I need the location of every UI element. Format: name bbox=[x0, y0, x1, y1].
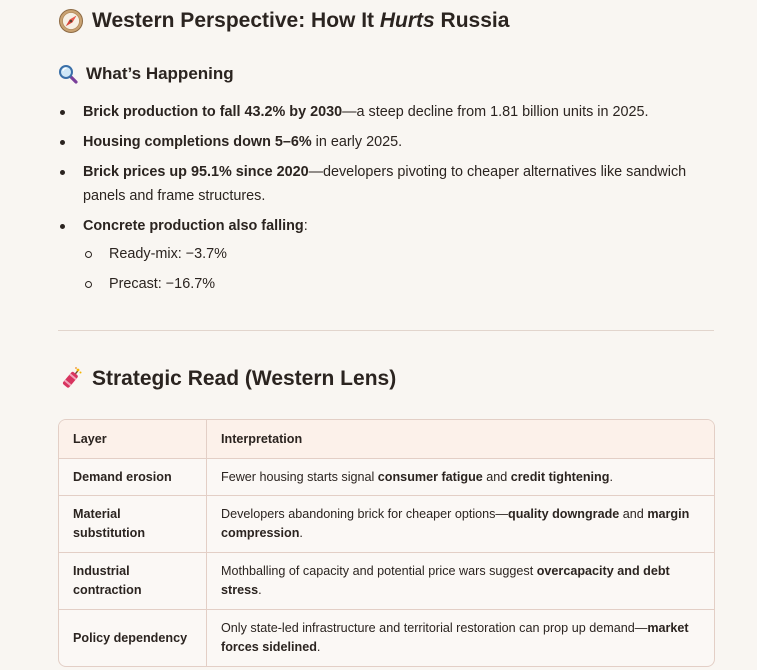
cell-bold: consumer fatigue bbox=[377, 469, 483, 484]
table-cell-layer: Industrial contraction bbox=[59, 553, 207, 609]
magnifier-icon bbox=[58, 64, 78, 84]
table-row bbox=[59, 458, 714, 495]
cell-text: and bbox=[619, 507, 648, 521]
section-title-pre: Western Perspective: How It bbox=[92, 9, 380, 32]
subheading-label: What’s Happening bbox=[86, 64, 234, 83]
section-title-post: Russia bbox=[434, 9, 510, 32]
bullet-bold: Housing completions down 5–6% bbox=[83, 134, 312, 150]
sub-list-item: Precast: −16.7% bbox=[83, 272, 714, 296]
cell-text: Fewer housing starts signal bbox=[221, 469, 378, 484]
bullet-text: : bbox=[303, 218, 308, 234]
table-cell-interpretation bbox=[207, 610, 714, 666]
bullet-bold: Brick prices up 95.1% since 2020 bbox=[83, 164, 309, 180]
table-header-cell: Layer bbox=[59, 420, 207, 458]
list-item bbox=[58, 160, 714, 208]
section-title-strategic-read bbox=[58, 366, 396, 392]
cell-text: . bbox=[316, 640, 321, 654]
cell-bold: overcapacity and debt stress bbox=[221, 564, 674, 597]
cell-bold: quality downgrade bbox=[508, 507, 620, 521]
bullet-bold: Concrete production also falling bbox=[83, 218, 304, 234]
cell-text: . bbox=[299, 526, 303, 540]
table-header-row bbox=[59, 420, 714, 458]
cell-text: Only state-led infrastructure and territorial restoration can prop up demand— bbox=[221, 621, 648, 635]
section-title-emphasis: Hurts bbox=[379, 9, 435, 32]
table-cell-layer: Material substitution bbox=[59, 496, 207, 552]
bullet-text: —developers pivoting to cheaper alternatives like sandwich panels and frame structures. bbox=[83, 164, 687, 204]
strategic-table bbox=[58, 419, 715, 667]
cell-text: Developers abandoning brick for cheaper options— bbox=[221, 507, 509, 521]
subheading-whats-happening bbox=[58, 64, 234, 84]
bullet-text: in early 2025. bbox=[311, 134, 403, 150]
table-row bbox=[59, 552, 714, 609]
table-cell-interpretation bbox=[207, 496, 714, 552]
table-cell-interpretation bbox=[207, 553, 714, 609]
compass-icon bbox=[58, 8, 84, 34]
sub-bullet-list bbox=[83, 242, 714, 296]
firecracker-icon bbox=[58, 366, 84, 392]
cell-text: . bbox=[258, 583, 262, 597]
cell-text: Mothballing of capacity and potential price wars suggest bbox=[221, 564, 537, 578]
list-item bbox=[58, 130, 714, 154]
list-item bbox=[58, 100, 714, 124]
cell-text: and bbox=[482, 469, 511, 484]
table-row bbox=[59, 609, 714, 666]
cell-text: . bbox=[609, 469, 613, 484]
divider bbox=[58, 330, 714, 331]
cell-bold: margin compression bbox=[221, 507, 693, 540]
table-cell-layer: Policy dependency bbox=[59, 610, 207, 666]
bullet-bold: Brick production to fall 43.2% by 2030 bbox=[83, 104, 343, 120]
bullet-list bbox=[58, 100, 714, 302]
table-row bbox=[59, 495, 714, 552]
bullet-text: —a steep decline from 1.81 billion units in 2025. bbox=[342, 104, 649, 120]
table-cell-interpretation bbox=[207, 459, 714, 495]
list-item bbox=[58, 214, 714, 296]
cell-bold: market forces sidelined bbox=[221, 621, 693, 654]
section-title-western-perspective bbox=[58, 8, 509, 34]
sub-list-item: Ready-mix: −3.7% bbox=[83, 242, 714, 266]
section-title-label: Strategic Read (Western Lens) bbox=[92, 367, 397, 390]
cell-bold: credit tightening bbox=[510, 469, 610, 484]
table-cell-layer: Demand erosion bbox=[59, 459, 207, 495]
table-header-cell: Interpretation bbox=[221, 431, 303, 446]
